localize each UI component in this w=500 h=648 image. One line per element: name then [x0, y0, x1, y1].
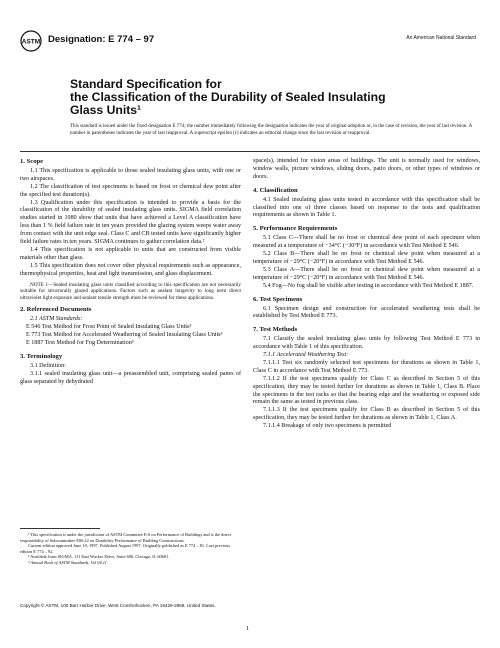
footnotes	[20, 532, 241, 566]
note-1: NOTE 1—Sealed insulating glass units classified according to this specification are not necessarily suitable for structurally glazed applications. Factors such as sealant longevity to long term direct ultraviolet light exposure and sealant tensile strength must be reviewed for these applications.	[20, 281, 241, 301]
paragraph-7-1-1-1: 7.1.1.1 Test six randomly selected test specimens for durations as shown in Table 1, Class C in accordance with Test Method E 773.	[253, 359, 480, 374]
reference-e1887: E 1887 Test Method for Fog Determination³	[26, 340, 134, 346]
designation: Designation: E 774 – 97	[48, 34, 155, 45]
right-column	[253, 158, 480, 431]
paragraph-5-3: 5.3 Class A—There shall be no frost or chemical dew point when measured at a temperature of −29°C (−20°F) in accordance with Test Method E 546.	[253, 266, 480, 281]
section-heading-performance: 5. Performance Requirements	[253, 225, 338, 233]
paragraph-5-4: 5.4 Fog—No fog shall be visible after testing in accordance with Test Method E 1887.	[263, 282, 474, 289]
paragraph-5-2: 5.2 Class B—There shall be no frost or chemical dew point when measured at a temperature of −29°C (−20°F) in accordance with Test Method E 546.	[253, 251, 480, 265]
footnote-1b: Current edition approved June 10, 1997. Published August 1997. Originally published as E 774 – 81. Last previous edition E 774 – 92.	[20, 543, 231, 554]
footnote-1: ¹ This specification is under the jurisdiction of ASTM Committee E-6 on Performance of Buildings and is the direct responsibility of Subcommittee E06.22 on Durability Performance of Building Constructions.	[20, 532, 232, 543]
section-heading-referenced-documents: 2. Referenced Documents	[20, 306, 92, 314]
title-line-2: the Classification of the Durability of Sealed Insulating	[70, 90, 386, 104]
footnote-divider	[20, 528, 100, 529]
section-heading-terminology: 3. Terminology	[20, 352, 63, 360]
paragraph-7-1-1: 7.1.1 Accelerated Weathering Test:	[263, 352, 349, 359]
paragraph-5-1: 5.1 Class C—There shall be no frost or chemical dew point of each specimen when measured at a temperature of −34°C (−30°F) in accordance with Test Method E 546.	[253, 235, 480, 250]
standard-notice: This standard is issued under the fixed designation E 774; the number immediately following the designation indicates the year of original adoption or, in the case of revision, the year of last revision. A number in parentheses indicates the year of last reapproval. A superscript epsilon (ε) indicates an editorial change since the last revision or reapproval.	[70, 124, 472, 136]
section-heading-test-specimens: 6. Test Specimens	[253, 295, 303, 303]
reference-e546: E 546 Test Method for Frost Point of Sealed Insulating Glass Units³	[26, 324, 192, 331]
astm-logo-icon	[20, 30, 42, 52]
standard-type: An American National Standard	[406, 35, 476, 41]
paragraph-1-3: 1.3 Qualification under this specification is intended to provide a basis for the classification of the durability of sealed insulating glass units. SIGMA field correlation studies started in 1980 show that units that have achieved a Level A classification have less than 1 % field failure rate in ten years provided the glazing system weeps water away from contact with the unit edge seal. Class C and CB tested units have significantly higher field failure rates in ten years. SIGMA continues to gather correlation data.²	[20, 199, 241, 246]
paragraph-3-1: 3.1 Definition:	[30, 362, 66, 369]
paragraph-1-4: 1.4 This specification is not applicable to units that are constructed from visible materials other than glass.	[20, 246, 241, 261]
paragraph-7-1-1-3: 7.1.1.3 If the test specimens qualify for Class B as described in Section 5 of this specification, they may be tested further for durations as shown in Table 1, Class A.	[253, 407, 480, 422]
svg-text:ASTM: ASTM	[21, 38, 41, 46]
paragraph-6-1: 6.1 Specimen design and construction for accelerated weathering tests shall be established by Test Method E 773.	[253, 305, 480, 320]
footnote-3: ³ Annual Book of ASTM Standards, Vol 04.11.	[28, 559, 108, 565]
left-column	[20, 158, 241, 387]
paragraph-1-2: 1.2 The classification of test specimens is based on frost or chemical dew point after the specified test duration(s).	[20, 183, 241, 198]
page-number: 1	[246, 625, 250, 632]
paragraph-1-1: 1.1 This specification is applicable to those sealed insulating glass units, with one or two airspaces.	[20, 167, 241, 182]
paragraph-1-5: 1.5 This specification does not cover other physical requirements such as appearance, thermophysical properties, heat and light transmission, and glass displacement.	[20, 262, 241, 277]
section-heading-classification: 4. Classification	[253, 186, 298, 194]
copyright-line: Copyright © ASTM, 100 Barr Harbor Drive, West Conshohocken, PA 19428-2959, United States.	[20, 603, 216, 608]
paragraph-7-1-1-2: 7.1.1.2 If the test specimens qualify for Class C as described in Section 5 of this specification, they may be tested further for durations as shown in Table 1, Class B. Place the specimens in the test racks so that the bearing edge and the weathering or exposed side remain the same as tested in previous class.	[253, 375, 480, 406]
paragraph-3-continued: space(s), intended for vision areas of buildings. The unit is normally used for windows, window walls, picture windows, sliding doors, patio doors, or other types of windows or doors.	[253, 158, 480, 180]
paragraph-7-1: 7.1 Classify the sealed insulating glass units by following Test Method E 773 in accordance with Table 1 of this specification.	[253, 336, 480, 351]
document-title	[70, 78, 430, 117]
title-line-3: Glass Units¹	[70, 103, 142, 117]
paragraph-3-1-1: 3.1.1 sealed insulating glass unit—a preassembled unit, comprising sealed panes of glass separated by dehydrated	[20, 370, 241, 385]
section-heading-test-methods: 7. Test Methods	[253, 326, 298, 334]
paragraph-4-1: 4.1 Sealed insulating glass units tested in accordance with this specification shall be classified into one of three classes based on response to the tests and qualification requirements as shown in Table 1.	[253, 196, 480, 219]
title-line-1: Standard Specification for	[70, 77, 222, 91]
astm-standards-label: 2.1 ASTM Standards:	[30, 316, 83, 323]
section-heading-scope: 1. Scope	[20, 158, 44, 165]
paragraph-7-1-1-4: 7.1.1.4 Breakage of only two specimens is permitted	[263, 423, 392, 430]
header-divider	[20, 151, 480, 152]
reference-e773: E 773 Test Method for Accelerated Weathering of Sealed Insulating Glass Units³	[26, 332, 223, 339]
footnote-2: ² Available from SIGMA, 111 East Wacker Drive, Suite 600, Chicago, IL 60601.	[28, 554, 170, 560]
